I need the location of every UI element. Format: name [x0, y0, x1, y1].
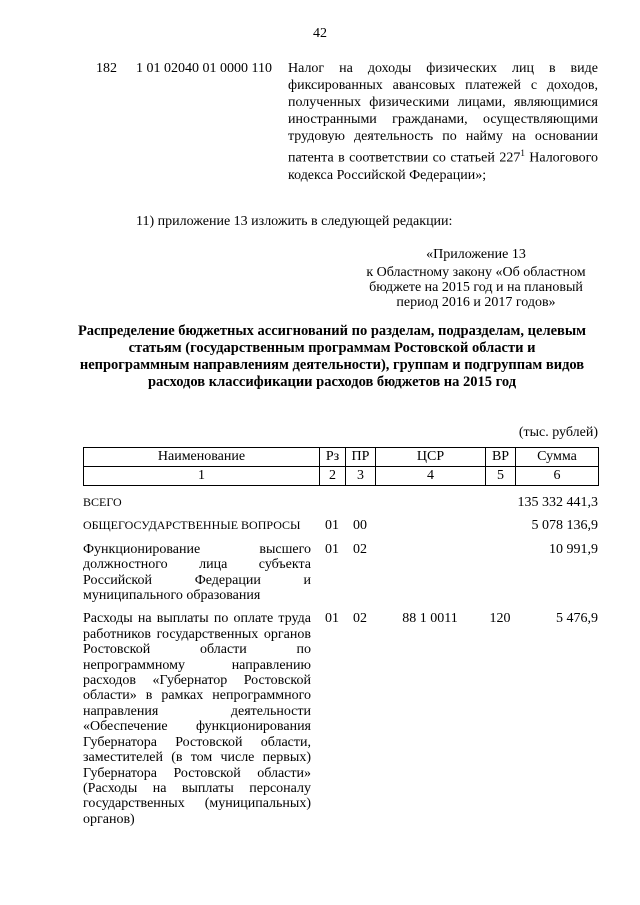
table-row [83, 611, 598, 827]
row-rz: 01 [325, 518, 339, 534]
row-csr [375, 518, 485, 541]
row-sum: 135 332 441,3 [517, 495, 598, 510]
column-number-row [84, 467, 599, 486]
appendix-subheading: к Областному закону «Об областном бюджете на 2015 год и на плановый период 2016 и 2017 годов» [366, 265, 586, 310]
document-title: Распределение бюджетных ассигнований по разделам, подразделам, целевым статьям (государственным программам Ростовской области и непрограммным направлениям деятельности), группам и подгруппам видов расходов классификации расходов бюджетов на 2015 год [77, 323, 587, 390]
table-row [83, 495, 598, 518]
row-name: ОБЩЕГОСУДАРСТВЕННЫЕ ВОПРОСЫ [83, 518, 301, 533]
row-sum: 5 078 136,9 [531, 518, 598, 534]
row-name: ВСЕГО [83, 495, 122, 509]
row-csr [375, 542, 485, 612]
header-vr: ВР [486, 448, 516, 467]
table-row [83, 542, 598, 612]
row-name: Расходы на выплаты по оплате труда работников государственных органов Ростовской области по непрограммному направлению расходов «Губернатор Ростовской области» в рамках непрограммного направления деятельности «Обеспечение функционирования Губернатора Ростовской области, заместителей (в том числе первых) Губернатора Ростовской области» (Расходы на выплаты персоналу государственных (муниципальных) органов) [83, 611, 311, 827]
col-number: 6 [516, 467, 599, 486]
row-vr [485, 518, 515, 541]
unit-label: (тыс. рублей) [518, 425, 598, 440]
row-sum: 10 991,9 [549, 541, 598, 557]
row-pr: 00 [353, 518, 367, 534]
table-header [83, 447, 599, 486]
row-csr [375, 495, 485, 518]
row-pr: 02 [353, 611, 367, 627]
page-number: 42 [313, 26, 327, 41]
row-pr [345, 495, 375, 518]
col-number: 2 [320, 467, 346, 486]
row-name: Функционирование высшего должностного лица субъекта Российской Федерации и муниципального образования [83, 541, 311, 604]
header-name: Наименование [84, 448, 320, 467]
row-pr: 02 [353, 541, 367, 557]
col-number: 5 [486, 467, 516, 486]
budget-table [83, 495, 598, 827]
row-sum: 5 476,9 [556, 611, 598, 627]
code-description [288, 60, 598, 184]
row-csr: 88 1 0011 [402, 611, 458, 627]
header-rz: Рз [320, 448, 346, 467]
admin-code: 182 [96, 61, 117, 76]
header-sum: Сумма [516, 448, 599, 467]
row-vr: 120 [489, 611, 511, 627]
instruction-text: 11) приложение 13 изложить в следующей редакции: [136, 214, 453, 229]
row-vr [485, 495, 515, 518]
col-number: 1 [84, 467, 320, 486]
header-csr: ЦСР [376, 448, 486, 467]
row-rz: 01 [325, 541, 339, 557]
row-rz: 01 [325, 611, 339, 627]
col-number: 4 [376, 467, 486, 486]
code-description-end: Налогового кодекса Российской Федерации»; [288, 150, 598, 183]
code-description-text: Налог на доходы физических лиц в виде фиксированных авансовых платежей с доходов, полученных физическими лицами, являющимися иностранными гражданами, осуществляющими трудовую деятельность по найму на основании патента в соответствии со статьей 227 [288, 61, 598, 166]
appendix-heading: «Приложение 13 [426, 247, 526, 262]
header-pr: ПР [346, 448, 376, 467]
kbk-code: 1 01 02040 01 0000 110 [136, 61, 272, 76]
code-description-superscript: 1 [520, 148, 525, 158]
header-row [84, 448, 599, 467]
col-number: 3 [346, 467, 376, 486]
row-vr [485, 542, 515, 612]
table-row [83, 518, 598, 541]
row-rz [319, 495, 345, 518]
